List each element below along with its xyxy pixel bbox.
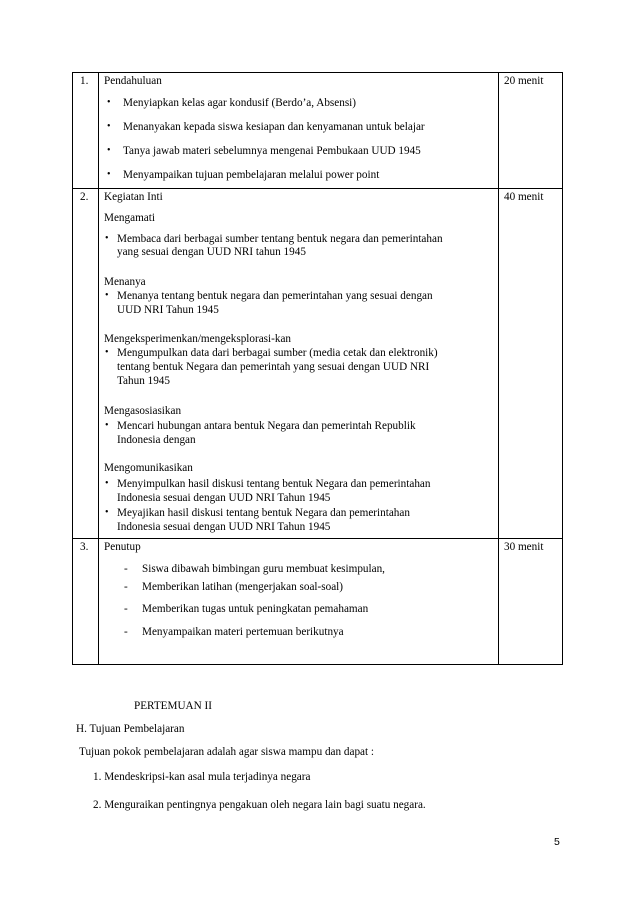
bullet-icon: • — [107, 169, 111, 180]
objective-item: 2. Menguraikan pentingnya pengakuan oleh negara lain bagi suatu negara. — [93, 799, 426, 811]
bullet-icon: • — [105, 290, 109, 301]
list-item: Menyampaikan tujuan pembelajaran melalui power point — [123, 169, 380, 181]
bullet-icon: • — [105, 347, 109, 358]
table-border-row1 — [72, 188, 563, 189]
table-divider-time — [498, 72, 499, 665]
list-item: Menyiapkan kelas agar kondusif (Berdo’a, Absensi) — [123, 97, 357, 109]
page-number: 5 — [554, 836, 560, 848]
bullet-icon: • — [105, 478, 109, 489]
list-item: Menyimpulkan hasil diskusi tentang bentuk Negara dan pemerintahan — [117, 478, 431, 490]
bullet-icon: • — [107, 97, 111, 108]
row-number: 1. — [80, 75, 89, 87]
list-item-continuation: Indonesia dengan — [117, 434, 196, 446]
list-item: Menyampaikan materi pertemuan berikutnya — [142, 626, 344, 638]
table-divider-number — [98, 72, 99, 665]
row-duration: 40 menit — [504, 191, 544, 203]
dash-marker: - — [124, 563, 128, 575]
list-item: Mencari hubungan antara bentuk Negara dan pemerintah Republik — [117, 420, 416, 432]
list-item-continuation: Indonesia sesuai dengan UUD NRI Tahun 1945 — [117, 492, 331, 504]
section-heading-objectives: H. Tujuan Pembelajaran — [76, 723, 185, 735]
row-title: Kegiatan Inti — [104, 191, 163, 203]
table-border-right — [562, 72, 563, 665]
list-item: Membaca dari berbagai sumber tentang bentuk negara dan pemerintahan — [117, 233, 443, 245]
dash-marker: - — [124, 626, 128, 638]
objectives-intro: Tujuan pokok pembelajaran adalah agar siswa mampu dan dapat : — [79, 746, 375, 758]
bullet-icon: • — [105, 507, 109, 518]
row-duration: 20 menit — [504, 75, 544, 87]
list-item: Memberikan latihan (mengerjakan soal-soal) — [142, 581, 343, 593]
list-item: Menanya tentang bentuk negara dan pemerintahan yang sesuai dengan — [117, 290, 433, 302]
bullet-icon: • — [107, 121, 111, 132]
dash-marker: - — [124, 603, 128, 615]
list-item: Siswa dibawah bimbingan guru membuat kesimpulan, — [142, 563, 385, 575]
objective-item: 1. Mendeskripsi-kan asal mula terjadinya negara — [93, 771, 311, 783]
section-heading: Menanya — [104, 276, 146, 288]
bullet-icon: • — [105, 233, 109, 244]
list-item: Memberikan tugas untuk peningkatan pemahaman — [142, 603, 369, 615]
list-item: Meyajikan hasil diskusi tentang bentuk Negara dan pemerintahan — [117, 507, 410, 519]
row-title: Penutup — [104, 541, 141, 553]
bullet-icon: • — [105, 420, 109, 431]
table-border-bottom — [72, 664, 563, 665]
table-border-row2 — [72, 538, 563, 539]
section-heading: Mengamati — [104, 212, 155, 224]
list-item-continuation: Indonesia sesuai dengan UUD NRI Tahun 1945 — [117, 521, 331, 533]
list-item-continuation: Tahun 1945 — [117, 375, 170, 387]
row-duration: 30 menit — [504, 541, 544, 553]
table-border-left — [72, 72, 73, 665]
meeting-title: PERTEMUAN II — [134, 700, 212, 712]
row-number: 2. — [80, 191, 89, 203]
table-border-top — [72, 72, 563, 73]
list-item: Tanya jawab materi sebelumnya mengenai Pembukaan UUD 1945 — [123, 145, 421, 157]
row-number: 3. — [80, 541, 89, 553]
row-title: Pendahuluan — [104, 75, 162, 87]
section-heading: Mengeksperimenkan/mengeksplorasi-kan — [104, 333, 292, 345]
list-item-continuation: tentang bentuk Negara dan pemerintah yang sesuai dengan UUD NRI — [117, 361, 430, 373]
list-item-continuation: yang sesuai dengan UUD NRI tahun 1945 — [117, 246, 306, 258]
list-item: Menanyakan kepada siswa kesiapan dan kenyamanan untuk belajar — [123, 121, 425, 133]
list-item-continuation: UUD NRI Tahun 1945 — [117, 304, 219, 316]
section-heading: Mengasosiasikan — [104, 405, 182, 417]
section-heading: Mengomunikasikan — [104, 462, 193, 474]
bullet-icon: • — [107, 145, 111, 156]
dash-marker: - — [124, 581, 128, 593]
list-item: Mengumpulkan data dari berbagai sumber (media cetak dan elektronik) — [117, 347, 438, 359]
